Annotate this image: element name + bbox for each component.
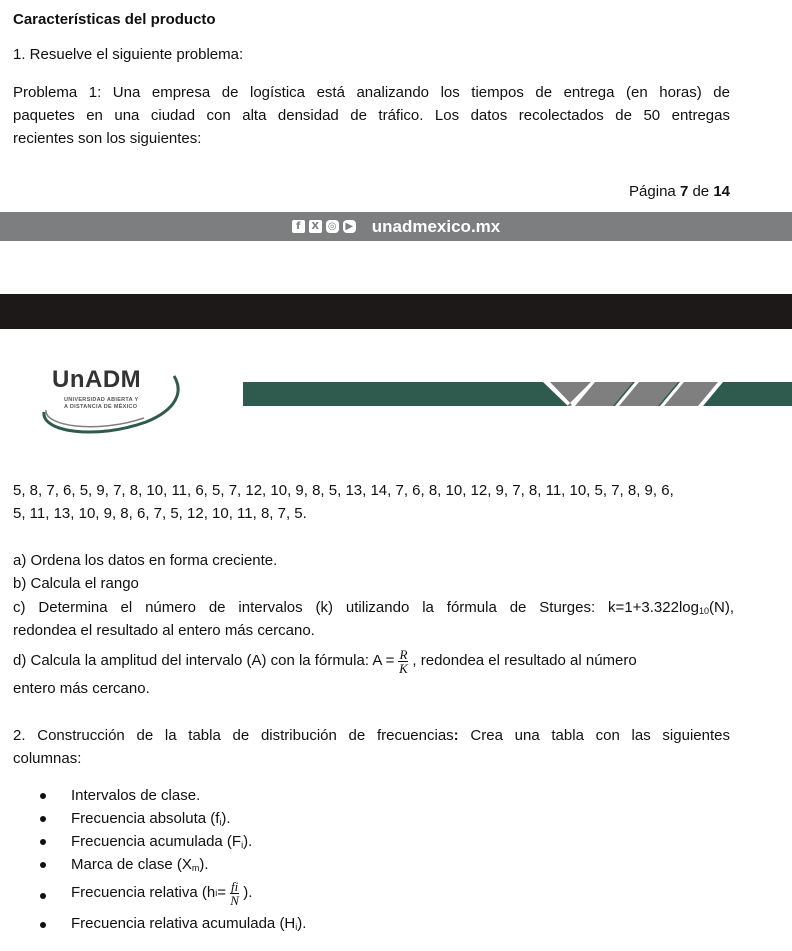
page-separator-band — [0, 294, 792, 329]
subscript: i — [215, 888, 218, 898]
task-c-line-1 — [13, 597, 734, 622]
logo-subtitle-line-2: A DISTANCIA DE MÉXICO — [64, 404, 138, 410]
problem-text-line-3: recientes son los siguientes: — [13, 130, 202, 147]
page-label: Página — [629, 183, 676, 200]
equals-sign: = — [217, 884, 226, 901]
fraction-numerator: R — [399, 646, 408, 662]
section-title: Características del producto — [13, 11, 216, 28]
item2-line-1 — [13, 725, 730, 747]
subscript: m — [191, 863, 200, 873]
bullet-dot — [40, 839, 46, 845]
page-number — [629, 181, 730, 203]
task-c-end: (N), — [709, 599, 734, 616]
item2-colon: : — [453, 727, 459, 744]
subscript: i — [219, 817, 222, 827]
bullet-text: Frecuencia acumulada (F — [71, 833, 242, 850]
bullet-dot — [40, 922, 46, 928]
x-twitter-icon[interactable]: X — [309, 220, 322, 233]
data-line-1: 5, 8, 7, 6, 5, 9, 7, 8, 10, 11, 6, 5, 7, 12, 10, 9, 8, 5, 13, 14, 7, 6, 8, 10, 12, 9, 7, 8, 11, 10, 5, 7, 8, 9, 6, — [13, 482, 674, 499]
bullet-intervals: Intervalos de clase. — [71, 787, 201, 804]
website-link[interactable]: unadmexico.mx — [371, 216, 501, 236]
task-d-post: , redondea el resultado al número — [412, 652, 637, 669]
page-total: 14 — [713, 183, 730, 200]
subscript: i — [295, 922, 298, 932]
task-d-text — [13, 646, 637, 676]
task-b: b) Calcula el rango — [13, 575, 139, 592]
fraction-denominator: N — [230, 892, 239, 908]
social-links — [0, 212, 792, 241]
task-d-line-2: entero más cercano. — [13, 680, 150, 697]
instagram-icon[interactable]: ◎ — [326, 220, 339, 233]
page-of: de — [692, 183, 710, 200]
log-base: 10 — [698, 606, 709, 616]
fraction-numerator: fi — [231, 878, 239, 894]
task-d-line-1 — [13, 646, 734, 676]
logo-name: UnADM — [52, 366, 142, 393]
bullet-absolute-frequency — [71, 808, 231, 833]
task-a: a) Ordena los datos en forma creciente. — [13, 552, 278, 569]
problem-text-line-2: paquetes en una ciudad con alta densidad de tráfico. Los datos recolectados de 50 entregas — [13, 107, 730, 124]
bullet-text: Frecuencia relativa acumulada (H — [71, 915, 296, 932]
header-decorative-bar — [243, 382, 792, 406]
facebook-icon[interactable]: f — [292, 220, 305, 233]
relative-frequency-fraction — [230, 880, 239, 907]
bullet-relative-frequency — [71, 878, 252, 908]
bullet-end: ). — [199, 856, 209, 873]
bullet-dot — [40, 862, 46, 868]
bullet-cumulative-frequency — [71, 831, 252, 856]
youtube-icon[interactable]: ▶ — [343, 220, 356, 233]
bullet-cumulative-relative-frequency — [71, 913, 306, 938]
bullet-dot — [40, 893, 46, 899]
bullet-dot — [40, 816, 46, 822]
bullet-class-mark — [71, 854, 209, 879]
footer-bar — [0, 212, 792, 241]
bullet-end: ). — [243, 833, 253, 850]
bullet-text: Frecuencia absoluta (f — [71, 810, 220, 827]
bullet-end: ). — [221, 810, 231, 827]
bullet-text: Marca de clase (X — [71, 856, 192, 873]
item2-text: Crea una tabla con las siguientes — [458, 727, 730, 744]
task-c-text: c) Determina el número de intervalos (k) utilizando la fórmula de Sturges: k=1+3.322log — [13, 599, 699, 616]
bullet-end: ). — [297, 915, 307, 932]
page-current: 7 — [679, 183, 689, 200]
bullet-dot — [40, 793, 46, 799]
fraction-denominator: K — [399, 660, 408, 676]
subscript: i — [241, 840, 244, 850]
logo-subtitle-line-1: UNIVERSIDAD ABIERTA Y — [64, 397, 139, 403]
task-c-line-2: redondea el resultado al entero más cercano. — [13, 622, 315, 639]
item2-title: 2. Construcción de la tabla de distribución de frecuencias — [13, 727, 454, 744]
task-d-pre: d) Calcula la amplitud del intervalo (A) con la fórmula: A = — [13, 652, 395, 669]
bullet-text: Frecuencia relativa (h — [71, 884, 216, 901]
item2-line-2: columnas: — [13, 750, 82, 767]
data-line-2: 5, 11, 13, 10, 9, 8, 6, 7, 5, 12, 10, 11, 8, 7, 5. — [13, 505, 307, 522]
amplitude-fraction — [398, 648, 408, 675]
bullet-end: ). — [243, 884, 253, 901]
problem-text-line-1: Problema 1: Una empresa de logística está analizando los tiempos de entrega (en horas) de — [13, 84, 730, 101]
problem-heading: 1. Resuelve el siguiente problema: — [13, 46, 244, 63]
